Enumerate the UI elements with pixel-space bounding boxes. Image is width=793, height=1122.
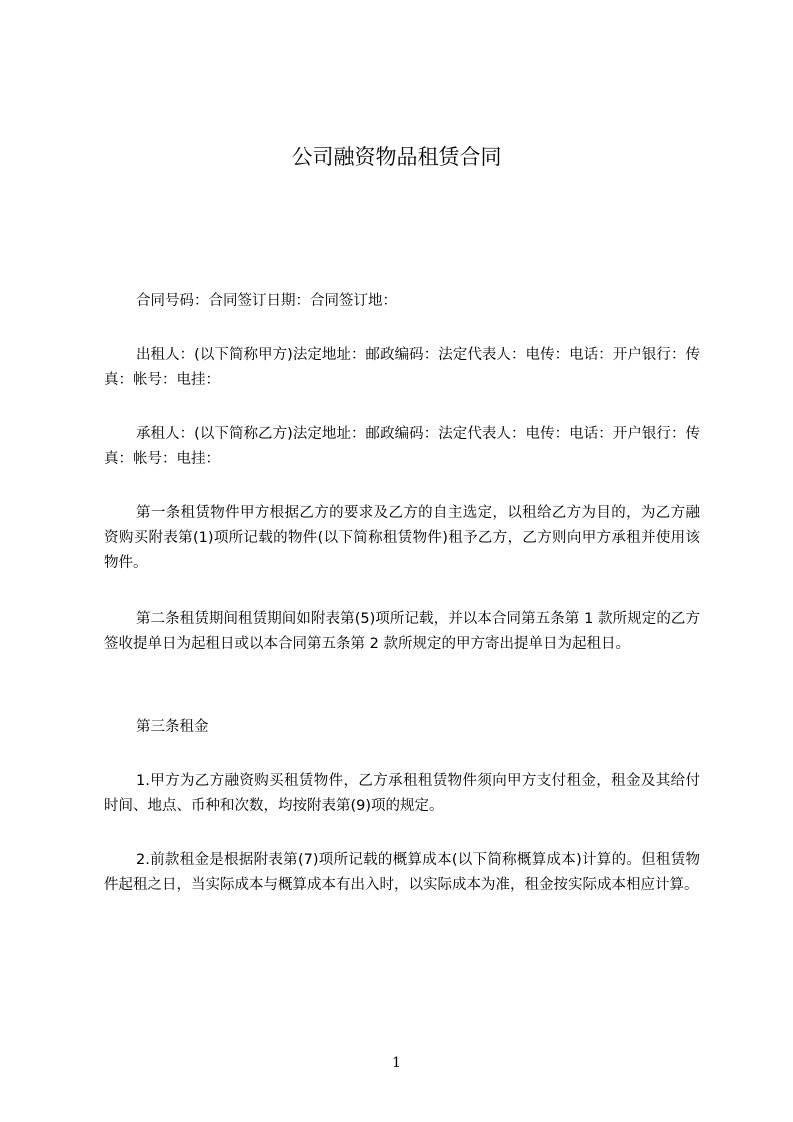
lessee-info-paragraph: 承租人：(以下简称乙方)法定地址：邮政编码：法定代表人：电传：电话：开户银行：传真：帐号：电挂： <box>104 426 700 467</box>
article-3-clause-2: 2.前款租金是根据附表第(7)项所记载的概算成本(以下简称概算成本)计算的。但租赁物件起租之日，当实际成本与概算成本有出入时，以实际成本为准，租金按实际成本相应计算。 <box>104 852 700 893</box>
article-3-heading: 第三条租金 <box>136 719 209 735</box>
contract-header-fields: 合同号码：合同签订日期：合同签订地： <box>136 293 397 309</box>
document-title: 公司融资物品租赁合同 <box>291 145 502 169</box>
article-3-clause-1: 1.甲方为乙方融资购买租赁物件，乙方承租租赁物件须向甲方支付租金，租金及其给付时间、地点、币种和次数，均按附表第(9)项的规定。 <box>104 773 700 814</box>
lessor-info-paragraph: 出租人：(以下简称甲方)法定地址：邮政编码：法定代表人：电传：电话：开户银行：传真：帐号：电挂： <box>104 347 700 388</box>
page-number: 1 <box>392 1055 401 1071</box>
article-1-paragraph: 第一条租赁物件甲方根据乙方的要求及乙方的自主选定，以租给乙方为目的，为乙方融资购买附表第(1)项所记载的物件(以下简称租赁物件)租予乙方，乙方则向甲方承租并使用该物件。 <box>104 505 700 571</box>
article-2-paragraph: 第二条租赁期间租赁期间如附表第(5)项所记载，并以本合同第五条第 1 款所规定的乙方签收提单日为起租日或以本合同第五条第 2 款所规定的甲方寄出提单日为起租日。 <box>104 611 700 652</box>
